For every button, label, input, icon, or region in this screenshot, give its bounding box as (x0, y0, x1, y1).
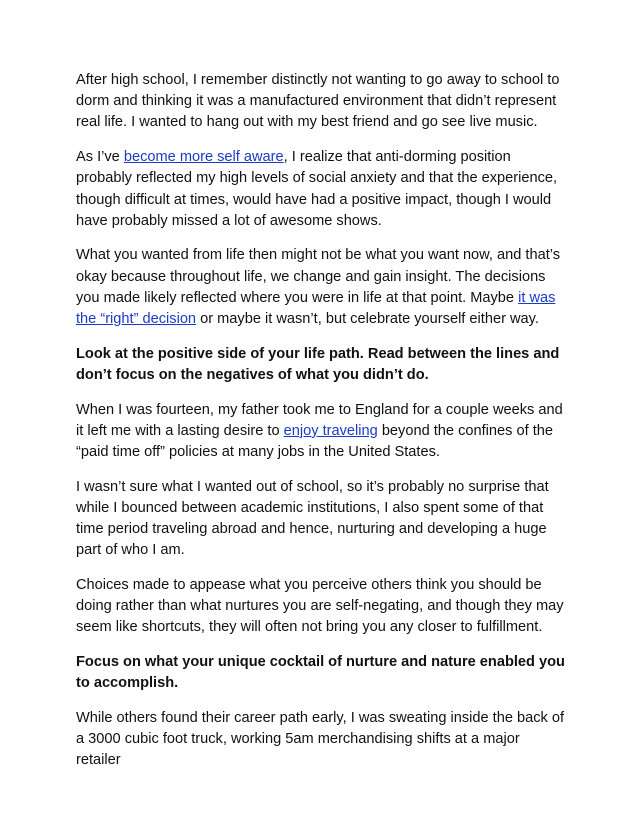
paragraph-text: What you wanted from life then might not be what you want now, and that’s okay because throughout life, we change and gain insight. The decisions you made likely reflected where you were in life at that point. Maybe (76, 247, 561, 306)
paragraph-5 (76, 477, 566, 562)
paragraph-1 (76, 70, 566, 134)
paragraph-text: Choices made to appease what you perceive others think you should be doing rather than what nurtures you are self-negating, and though they may seem like shortcuts, they will often not bring you any closer to fulfillment. (76, 577, 564, 636)
link-enjoy-traveling[interactable]: enjoy traveling (283, 422, 378, 439)
paragraph-text: When I was fourteen, my father took me to England for a couple weeks and it left me with a lasting desire to (76, 401, 563, 439)
paragraph-6 (76, 575, 566, 639)
paragraph-4 (76, 400, 566, 464)
paragraph-text: After high school, I remember distinctly not wanting to go away to school to dorm and thinking it was a manufactured environment that didn’t represent real life. I wanted to hang out with my best friend and go see live music. (76, 72, 560, 131)
link-right-decision[interactable]: it was the “right” decision (76, 289, 556, 328)
paragraph-text: , I realize that anti-dorming position probably reflected my high levels of social anxiety and that the experience, though difficult at times, would have had a positive impact, though I would have probably missed a lot of awesome shows. (76, 149, 558, 229)
document-body (76, 70, 566, 785)
heading-text: Look at the positive side of your life path. Read between the lines and don’t focus on the negatives of what you didn’t do. (76, 345, 560, 383)
section-heading-positive-side (76, 344, 566, 386)
paragraph-3 (76, 245, 566, 330)
section-heading-unique-cocktail (76, 652, 566, 694)
link-become-more-self-aware[interactable]: become more self aware (123, 149, 284, 166)
paragraph-text: or maybe it wasn’t, but celebrate yourself either way. (196, 311, 539, 328)
paragraph-text: While others found their career path early, I was sweating inside the back of a 3000 cubic foot truck, working 5am merchandising shifts at a major retailer (76, 710, 565, 769)
paragraph-text: As I’ve (76, 149, 124, 166)
paragraph-7 (76, 708, 566, 772)
heading-text: Focus on what your unique cocktail of nurture and nature enabled you to accomplish. (76, 654, 565, 692)
paragraph-2 (76, 147, 566, 232)
paragraph-text: I wasn’t sure what I wanted out of school, so it’s probably no surprise that while I bounced between academic institutions, I also spent some of that time period traveling abroad and hence, nurturing and developing a huge part of who I am. (76, 478, 549, 559)
paragraph-text: beyond the confines of the “paid time off” policies at many jobs in the United States. (76, 422, 554, 461)
